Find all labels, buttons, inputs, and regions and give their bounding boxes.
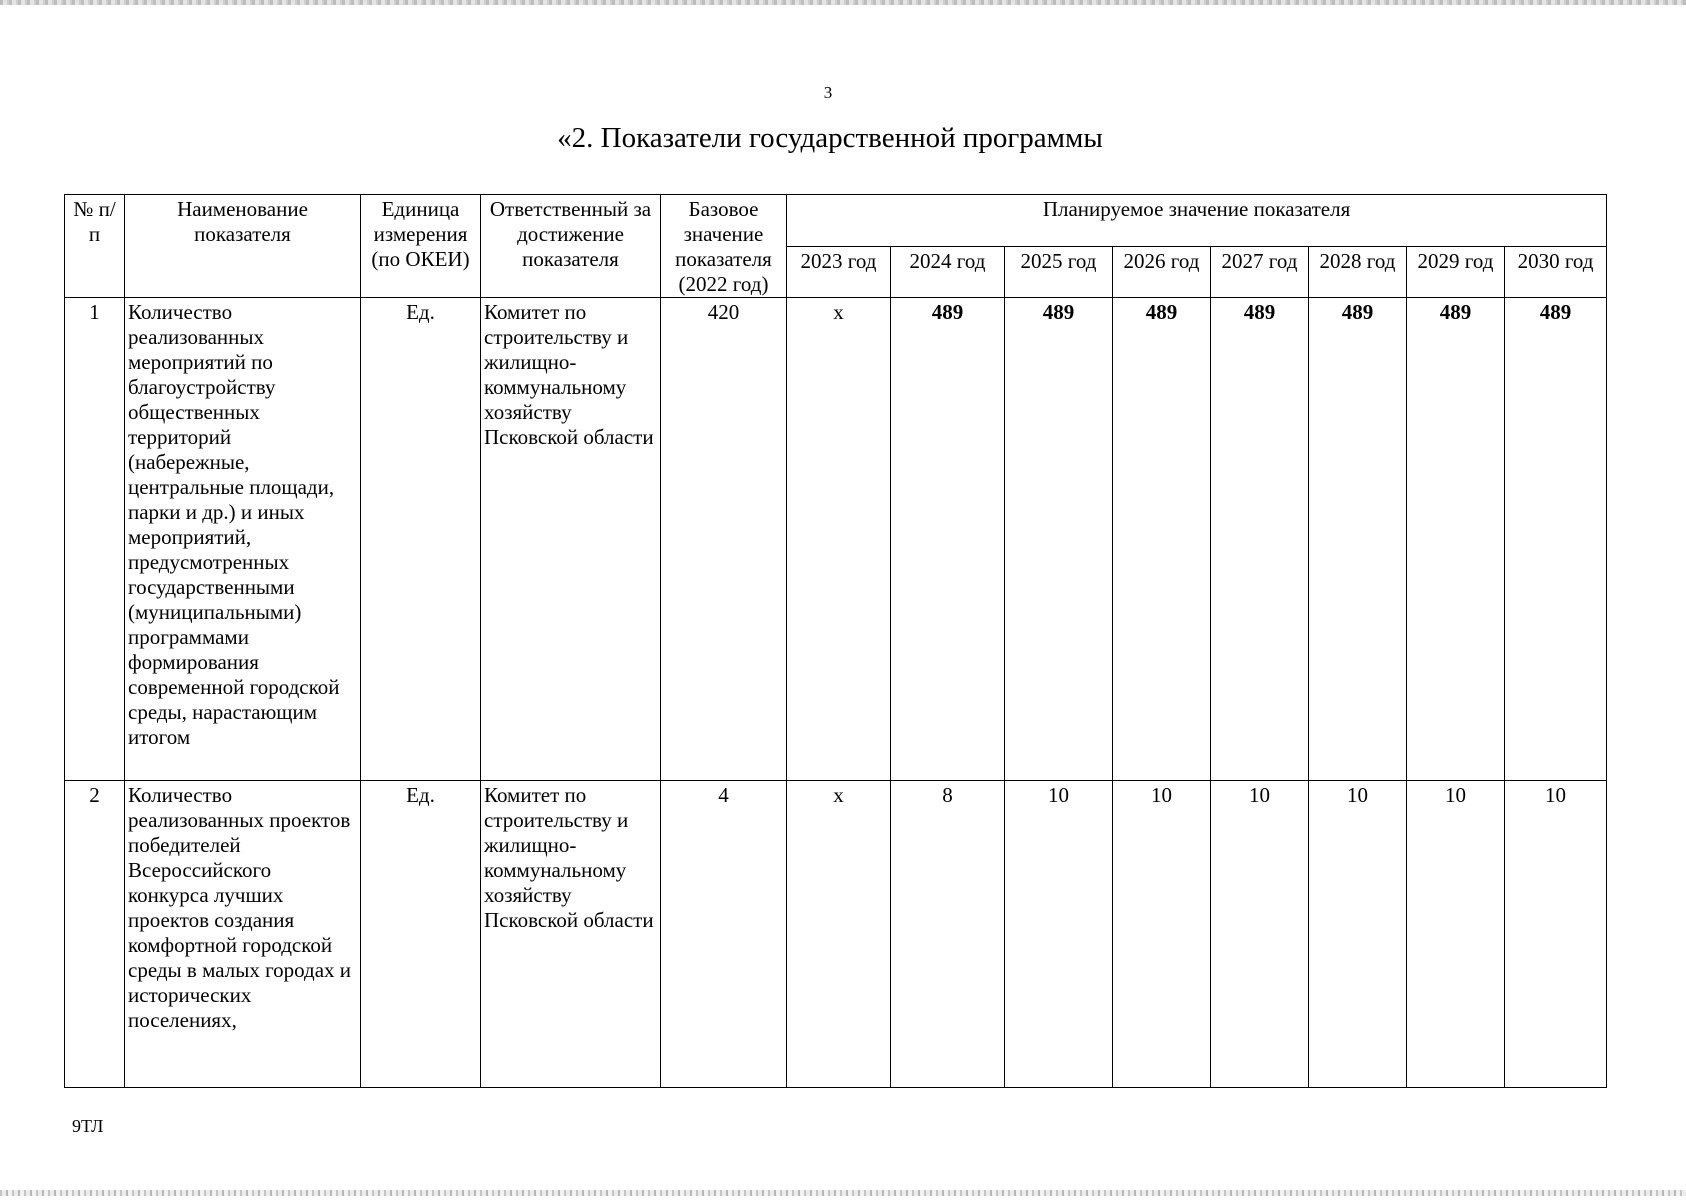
header-row-main [65, 195, 1607, 247]
table-row [65, 781, 1607, 1088]
row-number: 2 [65, 781, 125, 1088]
scan-edge-bottom [0, 1190, 1686, 1196]
header-number: № п/п [65, 195, 125, 298]
header-year: 2028 год [1309, 246, 1407, 298]
planned-value: 10 [1407, 781, 1505, 1088]
header-base-value: Базовое значение показателя (2022 год) [661, 195, 787, 298]
planned-value: 489 [1407, 298, 1505, 781]
planned-value: 489 [1309, 298, 1407, 781]
header-year: 2024 год [891, 246, 1005, 298]
planned-value: 489 [1113, 298, 1211, 781]
header-planned-value: Планируемое значение показателя [787, 195, 1607, 247]
header-year: 2025 год [1005, 246, 1113, 298]
planned-value: 489 [1211, 298, 1309, 781]
unit-value: Ед. [361, 781, 481, 1088]
footer-code: 9ТЛ [72, 1116, 104, 1136]
document-title: «2. Показатели государственной программы [557, 122, 1103, 154]
responsible-body: Комитет по строительству и жилищно-коммунальному хозяйству Псковской области [481, 298, 661, 781]
base-value: 420 [661, 298, 787, 781]
planned-value: 8 [891, 781, 1005, 1088]
header-year: 2029 год [1407, 246, 1505, 298]
planned-value: 10 [1309, 781, 1407, 1088]
header-indicator-name: Наименование показателя [125, 195, 361, 298]
planned-value: х [787, 781, 891, 1088]
planned-value: 489 [1505, 298, 1607, 781]
indicator-name: Количество реализованных мероприятий по благоустройству общественных территорий (набережные, центральные площади, парки и др.) и иных мероприятий, предусмотренных государственными (муниципальными) программами формирования современной городской среды, нарастающим итогом [125, 298, 361, 781]
header-year: 2027 год [1211, 246, 1309, 298]
planned-value: 10 [1113, 781, 1211, 1088]
unit-value: Ед. [361, 298, 481, 781]
planned-value: х [787, 298, 891, 781]
header-unit: Единица измерения (по ОКЕИ) [361, 195, 481, 298]
responsible-body: Комитет по строительству и жилищно-коммунальному хозяйству Псковской области [481, 781, 661, 1088]
header-year: 2023 год [787, 246, 891, 298]
row-number: 1 [65, 298, 125, 781]
planned-value: 10 [1005, 781, 1113, 1088]
page-number: 3 [823, 83, 833, 102]
planned-value: 489 [1005, 298, 1113, 781]
planned-value: 10 [1211, 781, 1309, 1088]
indicators-table [64, 194, 1607, 1088]
header-responsible: Ответственный за достижение показателя [481, 195, 661, 298]
planned-value: 10 [1505, 781, 1607, 1088]
header-year: 2026 год [1113, 246, 1211, 298]
base-value: 4 [661, 781, 787, 1088]
planned-value: 489 [891, 298, 1005, 781]
scan-edge-top [0, 0, 1686, 5]
table-row [65, 298, 1607, 781]
header-year: 2030 год [1505, 246, 1607, 298]
indicator-name: Количество реализованных проектов победителей Всероссийского конкурса лучших проектов создания комфортной городской среды в малых городах и исторических поселениях, [125, 781, 361, 1088]
